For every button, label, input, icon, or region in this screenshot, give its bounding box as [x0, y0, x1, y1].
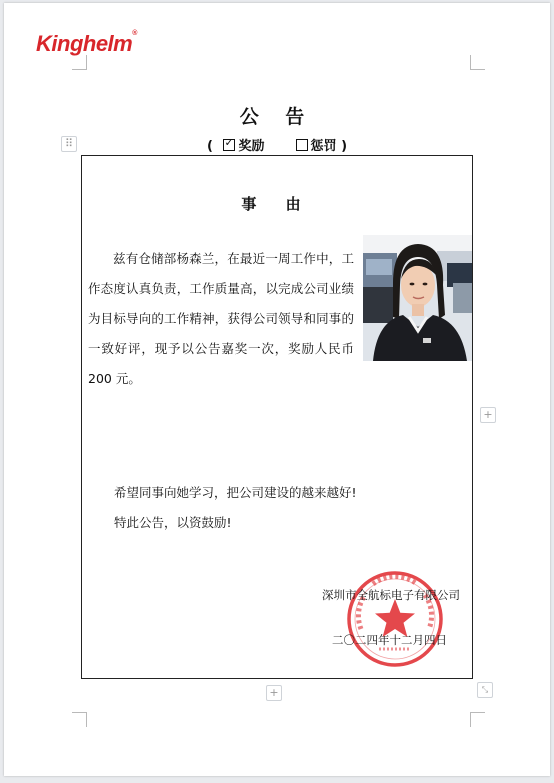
- punish-checkbox[interactable]: [296, 139, 308, 151]
- add-column-icon[interactable]: +: [480, 407, 496, 423]
- crop-mark-top-left: [72, 55, 87, 70]
- notice-date: 二〇二四年十二月四日: [332, 633, 447, 647]
- table-move-handle-icon[interactable]: ⠿: [61, 136, 77, 152]
- notice-type-selector: ( ✓ 奖励 惩罚 ): [4, 135, 550, 154]
- employee-photo[interactable]: [363, 235, 472, 361]
- kinghelm-logo: Kinghelm®: [36, 29, 137, 56]
- punish-label: 惩罚: [310, 139, 337, 154]
- closing-line-2: 特此公告，以资鼓励!: [114, 515, 232, 530]
- add-row-icon[interactable]: +: [266, 685, 282, 701]
- reason-heading: 事 由: [241, 195, 313, 213]
- reason-paragraph: 兹有仓储部杨森兰，在最近一周工作中，工作态度认真负责，工作质量高，以完成公司业绩为目标导向的工作精神，获得公司领导和同事的一致好评，现予以公告嘉奖一次，奖励人民币 200 元。: [88, 251, 354, 386]
- reward-checkbox[interactable]: [223, 139, 235, 151]
- notice-title: 公 告: [239, 106, 315, 128]
- table-resize-handle-icon[interactable]: ⤡: [477, 682, 493, 698]
- reward-label: 奖励: [238, 139, 265, 154]
- crop-mark-bottom-left: [72, 712, 87, 727]
- crop-mark-bottom-right: [470, 712, 485, 727]
- company-seal-icon: [345, 569, 445, 669]
- closing-lines: [114, 478, 357, 538]
- document-page: [4, 3, 550, 776]
- company-name: 深圳市全航标电子有限公司: [322, 588, 460, 602]
- notice-table: [81, 155, 473, 679]
- closing-line-1: 希望同事向她学习，把公司建设的越来越好!: [114, 485, 357, 500]
- crop-mark-top-right: [470, 55, 485, 70]
